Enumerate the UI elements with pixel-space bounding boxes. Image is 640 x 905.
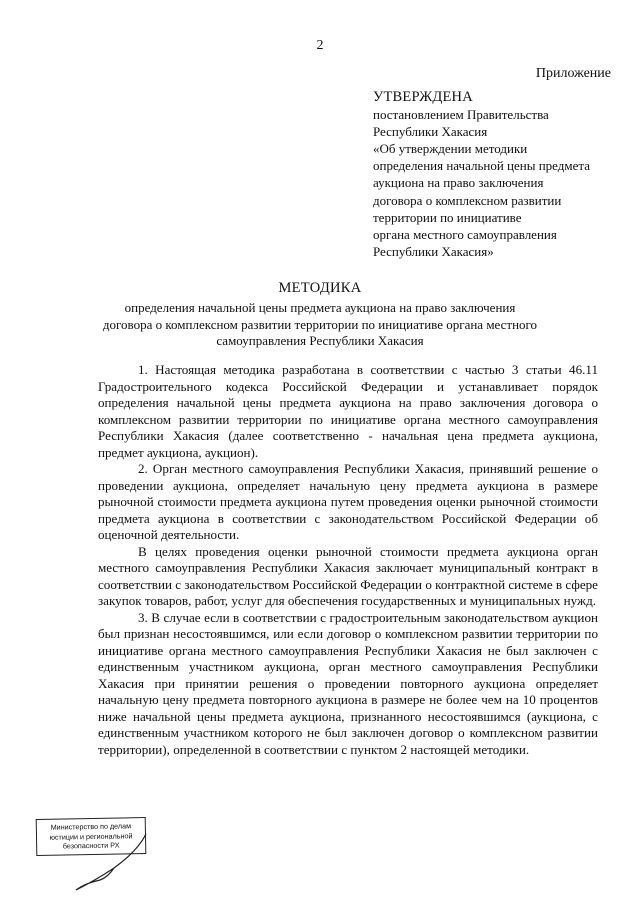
approval-line: территории по инициативе [373,209,522,225]
approval-line: органа местного самоуправления [373,226,557,242]
paragraph-2: 2. Орган местного самоуправления Республики Хакасия, принявший решение о проведении аукциона, определяет начальную цену предмета аукциона в размере рыночной стоимости предмета аукциона путем проведения оценки рыночной стоимости предмета аукциона в соответствии с законодательством Российской Федерации об оценочной деятельности. [98,461,598,542]
page-number: 2 [316,38,324,53]
approval-title: УТВЕРЖДЕНА [373,89,473,105]
document-subtitle [100,300,540,350]
paragraph-3: 3. В случае если в соответствии с градостроительным законодательством аукцион был признан несостоявшимся, или если договор о комплексном развитии территории по инициативе органа местного самоуправления Республики Хакасия не был заключен с единственным участником аукциона, орган местного самоуправления Республики Хакасия при принятии решения о проведении повторного аукциона определяет начальную цену предмета повторного аукциона в размере не более чем на 10 процентов ниже начальной цены предмета аукциона, признанного несостоявшимся (аукциона, с единственным участником которого не был заключен договор о комплексном развитии территории), определенной в соответствии с пунктом 2 настоящей методики. [98,609,598,757]
approval-line: постановлением Правительства [373,107,549,123]
approval-line: Республики Хакасия [373,124,488,140]
approval-line: Республики Хакасия» [373,243,494,259]
approval-block [373,89,623,260]
stamp-line: юстиции и региональной [49,830,133,842]
appendix-label: Приложение [535,66,611,81]
document-body [98,362,598,758]
stamp-line: безопасности РХ [62,840,120,851]
approval-line: аукциона на право заключения [373,175,544,191]
approval-line: определения начальной цены предмета [373,158,590,174]
paragraph-2-continued: В целях проведения оценки рыночной стоимости предмета аукциона орган местного самоуправления Республики Хакасия заключает муниципальный контракт в соответствии с законодательством Российской Федерации о контрактной системе в сфере закупок товаров, работ, услуг для обеспечения государственных и муниципальных нужд. [98,543,598,608]
stamp-line: Министерство по делам [50,821,132,832]
document-title: МЕТОДИКА [278,280,362,296]
paragraph-1: 1. Настоящая методика разработана в соответствии с частью 3 статьи 46.11 Градостроительного кодекса Российской Федерации и устанавливает порядок определения начальной цены предмета аукциона на право заключения договора о комплексном развитии территории по инициативе органа местного самоуправления Республики Хакасия (далее соответственно - начальная цена предмета аукциона, предмет аукциона, аукцион). [98,362,598,460]
subtitle-line: определения начальной цены предмета аукциона на право заключения [124,300,516,315]
subtitle-line: договора о комплексном развитии территории по инициативе органа местного [102,316,538,332]
approval-line: договора о комплексном развитии [373,192,562,208]
subtitle-line: самоуправления Республики Хакасия [216,333,424,348]
approval-line: «Об утверждении методики [373,141,528,157]
signature-mark [70,832,160,894]
